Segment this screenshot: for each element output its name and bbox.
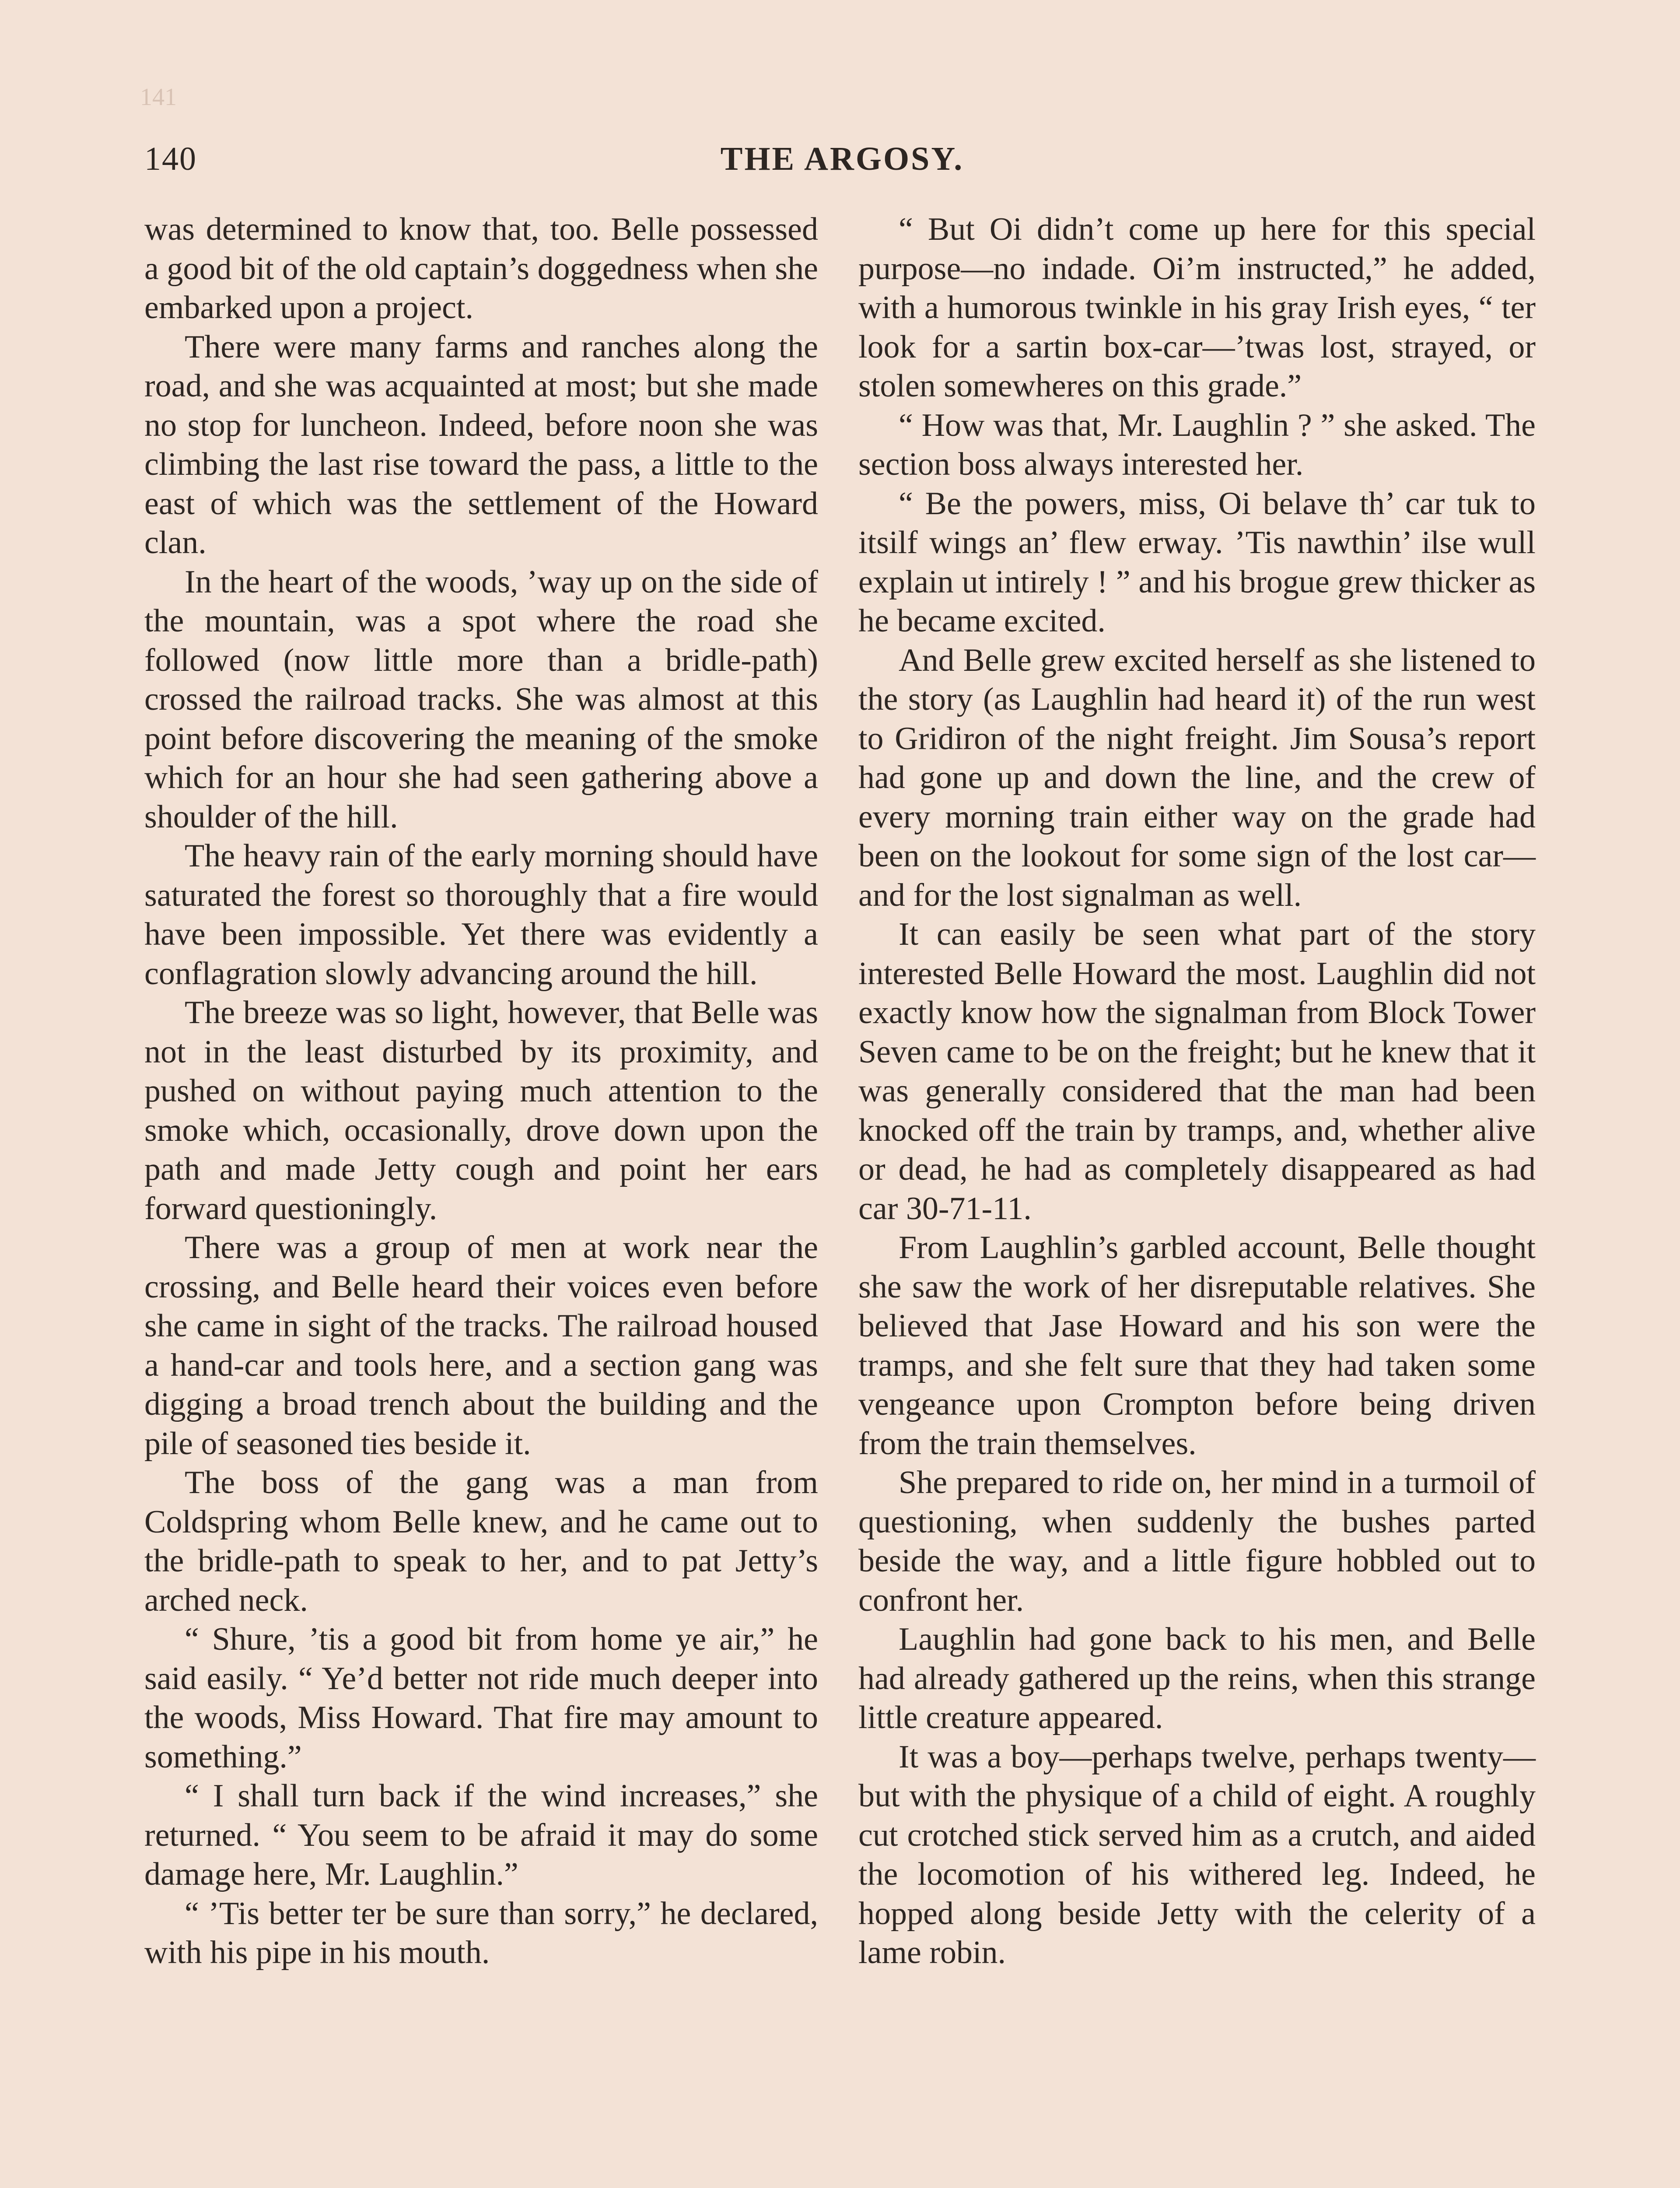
paragraph: Laughlin had gone back to his men, and Belle had already gathered up the reins, when this strange little creature appeared. xyxy=(858,1621,1536,1736)
right-column xyxy=(858,210,1536,1973)
paragraph: “ ’Tis better ter be sure than sorry,” he declared, with his pipe in his mouth. xyxy=(144,1895,818,1971)
page-header xyxy=(144,131,1540,188)
paragraph: In the heart of the woods, ’way up on the side of the mountain, was a spot where the road she followed (now little more than a bridle-path) crossed the railroad tracks. She was almost at this point before discovering the meaning of the smoke which for an hour she had seen gathering above a shoulder of the hill. xyxy=(144,564,818,835)
paragraph: “ Shure, ’tis a good bit from home ye air,” he said easily. “ Ye’d better not ride much deeper into the woods, Miss Howard. That fire may amount to something.” xyxy=(144,1621,818,1775)
paragraph: It can easily be seen what part of the story interested Belle Howard the most. Laughlin did not exactly know how the signalman from Block Tower Seven came to be on the freight; but he knew that it was generally considered that the man had been knocked off the train by tramps, and, whether alive or dead, he had as completely disappeared as had car 30-71-11. xyxy=(858,916,1536,1227)
paragraph: And Belle grew excited herself as she listened to the story (as Laughlin had heard it) of the run west to Gridiron of the night freight. Jim Sousa’s report had gone up and down the line, and the crew of every morning train either way on the grade had been on the lookout for some sign of the lost car—and for the lost signalman as well. xyxy=(858,642,1536,913)
page-number: 140 xyxy=(144,140,197,177)
magazine-title: THE ARGOSY. xyxy=(720,140,964,177)
paragraph: “ How was that, Mr. Laughlin ? ” she asked. The section boss always interested her. xyxy=(858,407,1536,482)
paragraph: The boss of the gang was a man from Coldspring whom Belle knew, and he came out to the bridle-path to speak to her, and to pat Jetty’s arched neck. xyxy=(144,1465,818,1618)
left-column xyxy=(144,210,818,1973)
paragraph: “ Be the powers, miss, Oi belave th’ car tuk to itsilf wings an’ flew erway. ’Tis nawthin’ ilse wull explain ut intirely ! ” and his brogue grew thicker as he became excited. xyxy=(858,485,1536,639)
paragraph: was determined to know that, too. Belle possessed a good bit of the old captain’s doggedness when she embarked upon a project. xyxy=(144,211,818,326)
paragraph: “ I shall turn back if the wind increases,” she returned. “ You seem to be afraid it may do some damage here, Mr. Laughlin.” xyxy=(144,1778,818,1892)
paragraph: It was a boy—perhaps twelve, perhaps twenty—but with the physique of a child of eight. A roughly cut crotched stick served him as a crutch, and aided the locomotion of his withered leg. Indeed, he hopped along beside Jetty with the celerity of a lame robin. xyxy=(858,1739,1536,1971)
paragraph: There was a group of men at work near the crossing, and Belle heard their voices even before she came in sight of the tracks. The railroad housed a hand-car and tools here, and a section gang was digging a broad trench about the building and the pile of seasoned ties beside it. xyxy=(144,1230,818,1462)
paragraph: She prepared to ride on, her mind in a turmoil of questioning, when suddenly the bushes parted beside the way, and a little figure hobbled out to confront her. xyxy=(858,1465,1536,1618)
paragraph: The breeze was so light, however, that Belle was not in the least disturbed by its proximity, and pushed on without paying much attention to the smoke which, occasionally, drove down upon the path and made Jetty cough and point her ears forward questioningly. xyxy=(144,995,818,1227)
paragraph: From Laughlin’s garbled account, Belle thought she saw the work of her disreputable relatives. She believed that Jase Howard and his son were the tramps, and she felt sure that they had taken some vengeance upon Crompton before being driven from the train themselves. xyxy=(858,1230,1536,1462)
paragraph: The heavy rain of the early morning should have saturated the forest so thoroughly that a fire would have been impossible. Yet there was evidently a conflagration slowly advancing around the hill. xyxy=(144,838,818,992)
bleed-through-page-number: 141 xyxy=(140,84,177,111)
paragraph: There were many farms and ranches along the road, and she was acquainted at most; but she made no stop for luncheon. Indeed, before noon she was climbing the last rise toward the pass, a little to the east of which was the settlement of the Howard clan. xyxy=(144,329,818,561)
paragraph: “ But Oi didn’t come up here for this special purpose—no indade. Oi’m instructed,” he added, with a humorous twinkle in his gray Irish eyes, “ ter look for a sartin box-car—’twas lost, strayed, or stolen somewheres on this grade.” xyxy=(858,211,1536,404)
